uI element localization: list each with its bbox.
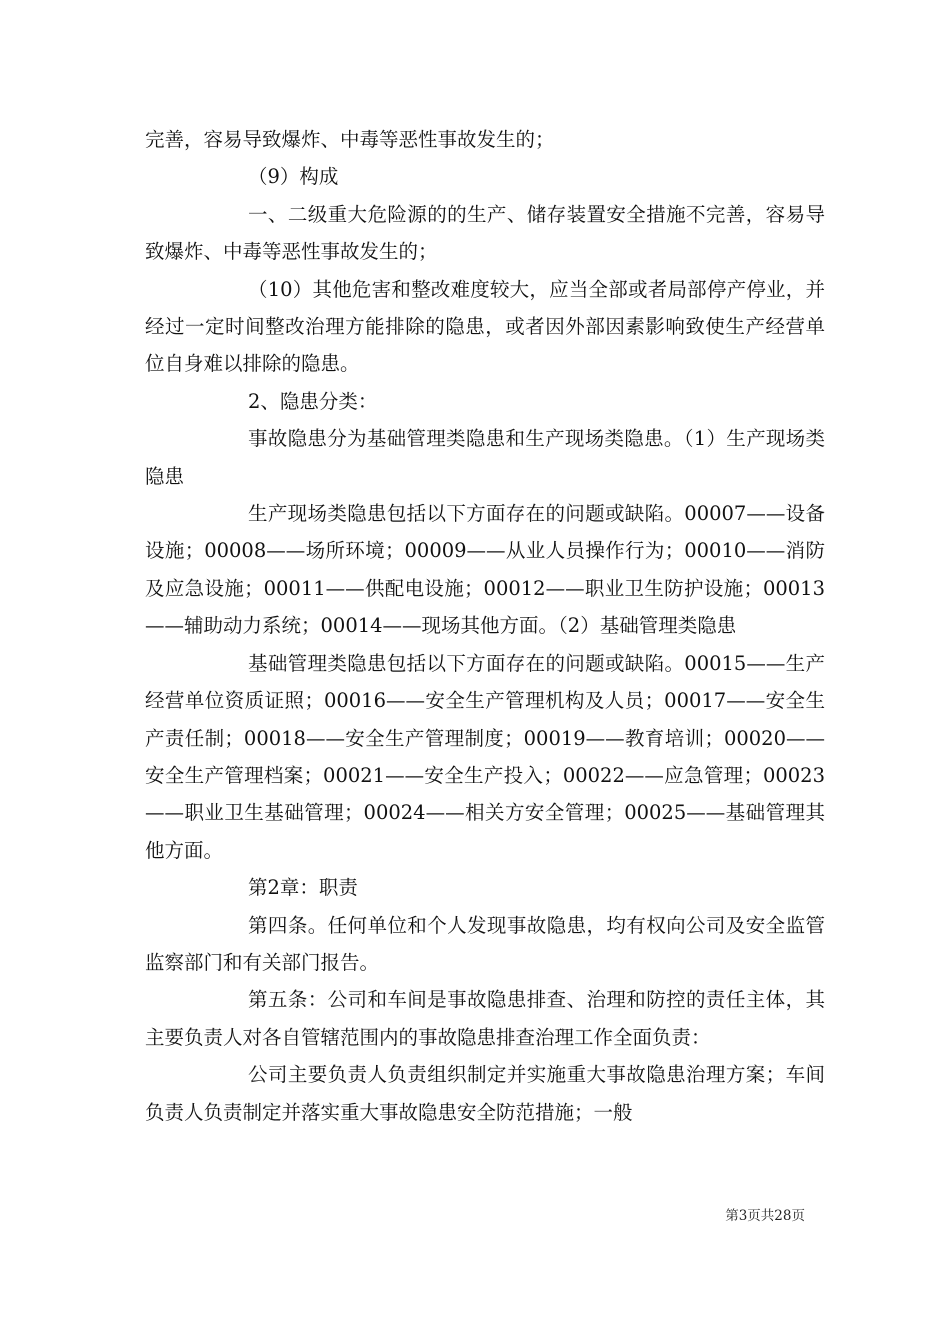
article-4: 第四条。任何单位和个人发现事故隐患，均有权向公司及安全监管监察部门和有关部门报告。 <box>145 913 825 974</box>
paragraph-3: 一、二级重大危险源的的生产、储存装置安全措施不完善，容易导致爆炸、中毒等恶性事故发生的； <box>145 202 825 264</box>
paragraph-12: 公司主要负责人负责组织制定并实施重大事故隐患治理方案；车间负责人负责制定并落实重大事故隐患安全防范措施；一般 <box>145 1063 825 1124</box>
paragraph-2: （9）构成 <box>248 165 339 189</box>
paragraph-8: 基础管理类隐患包括以下方面存在的问题或缺陷。00015——生产经营单位资质证照；00016——安全生产管理机构及人员；00017——安全生产责任制；00018——安全生产管理制度；00019——教育培训；00020——安全生产管理档案；00021——安全生产投入；00022——应急管理；00023——职业卫生基础管理；00024——相关方安全管理；00025——基础管理其他方面。 <box>145 651 825 862</box>
page-number: 第3页共28页 <box>725 1208 805 1224</box>
section-heading-hazard-classification: 2、隐患分类： <box>248 389 378 413</box>
document-body <box>145 121 825 1131</box>
paragraph-6: 事故隐患分为基础管理类隐患和生产现场类隐患。（1）生产现场类隐患 <box>145 427 825 488</box>
chapter-heading: 第2章：职责 <box>248 876 358 900</box>
paragraph-4: （10）其他危害和整改难度较大，应当全部或者局部停产停业，并经过一定时间整改治理方能排除的隐患，或者因外部因素影响致使生产经营单位自身难以排除的隐患。 <box>145 277 825 376</box>
paragraph-7: 生产现场类隐患包括以下方面存在的问题或缺陷。00007——设备设施；00008——场所环境；00009——从业人员操作行为；00010——消防及应急设施；00011——供配电设施；00012——职业卫生防护设施；00013——辅助动力系统；00014——现场其他方面。（2）基础管理类隐患 <box>145 502 825 638</box>
article-5: 第五条：公司和车间是事故隐患排查、治理和防控的责任主体，其主要负责人对各自管辖范围内的事故隐患排查治理工作全面负责： <box>145 988 825 1049</box>
paragraph-1: 完善，容易导致爆炸、中毒等恶性事故发生的； <box>145 128 555 151</box>
